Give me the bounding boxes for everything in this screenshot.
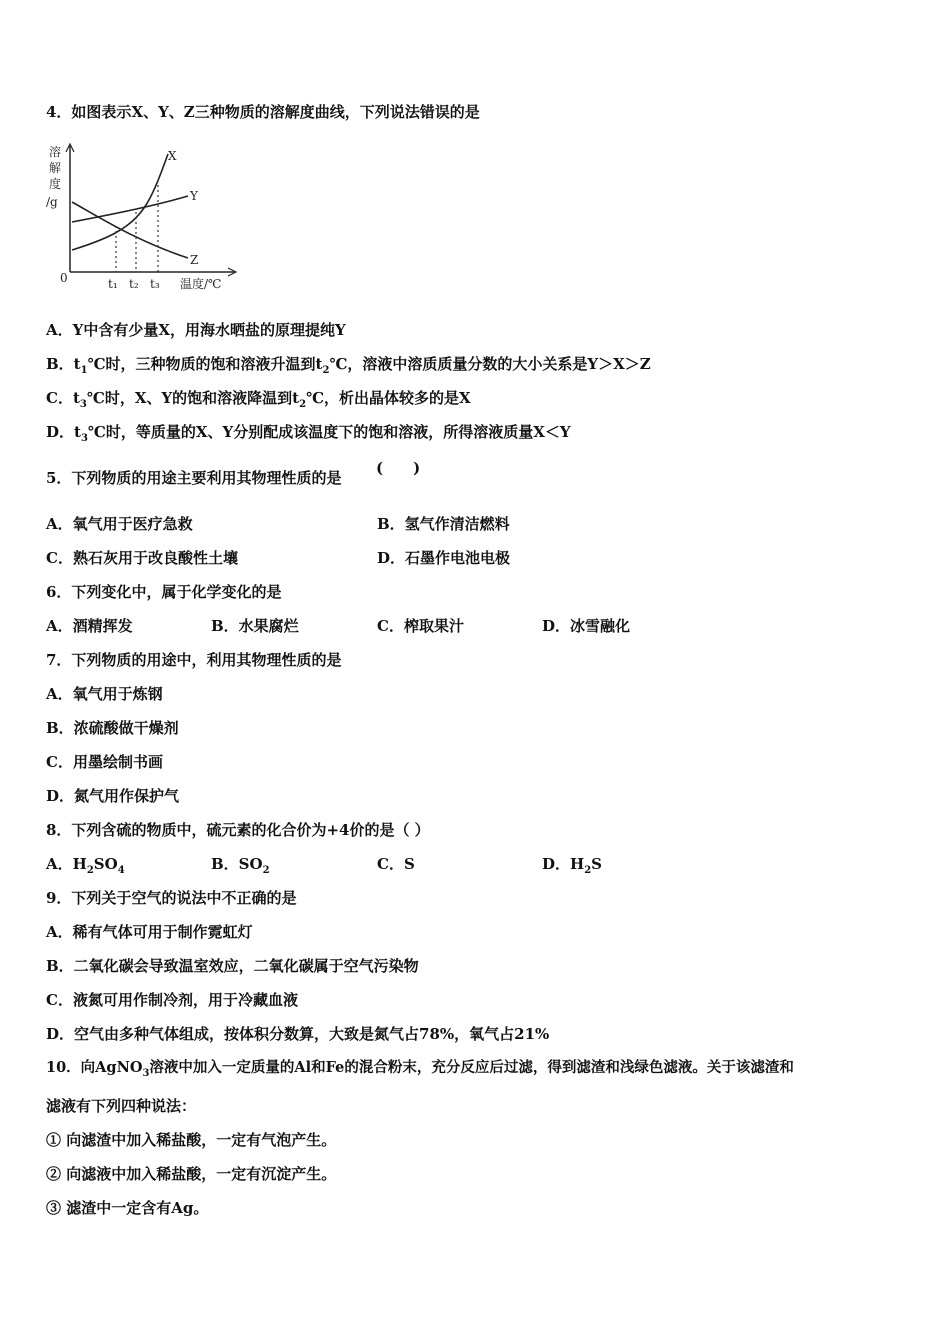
q10-statement-1: ① 向滤渣中加入稀盐酸，一定有气泡产生。 xyxy=(46,1131,337,1149)
q5-option-a: A．氧气用于医疗急救 xyxy=(46,515,193,533)
q10-statement-3: ③ 滤渣中一定含有Ag。 xyxy=(46,1199,209,1217)
tick-t1: t₁ xyxy=(108,277,118,291)
q5-option-c: C．熟石灰用于改良酸性土壤 xyxy=(46,549,238,567)
series-label-x: X xyxy=(168,149,177,163)
q8-option-b: B．$SO_2$ xyxy=(211,855,270,876)
series-label-z: Z xyxy=(190,253,199,267)
q7-option-b: B．浓硫酸做干燥剂 xyxy=(46,719,179,737)
solubility-chart xyxy=(44,140,244,292)
q7-option-a: A．氧气用于炼钢 xyxy=(46,685,163,703)
series-label-y: Y xyxy=(190,189,198,203)
ylabel-char-1: 解 xyxy=(49,161,62,175)
q9-option-b: B．二氧化碳会导致温室效应，二氧化碳属于空气污染物 xyxy=(46,957,419,975)
q5-option-d: D．石墨作电池电极 xyxy=(377,549,511,567)
q9-option-d: D．空气由多种气体组成，按体积分数算，大致是氮气占78%，氧气占21% xyxy=(46,1025,550,1043)
q5-answer-paren: ( ) xyxy=(376,459,421,477)
ylabel-char-3: /g xyxy=(46,195,58,209)
ylabel-char-2: 度 xyxy=(49,177,62,191)
q4-option-d: D．$t_3℃$时，等质量的X、Y分别配成该温度下的饱和溶液，所得溶液质量X＜Y xyxy=(46,423,571,444)
q7-option-c: C．用墨绘制书画 xyxy=(46,753,163,771)
q6-option-b: B．水果腐烂 xyxy=(211,617,299,635)
q10-stem: 10．向AgNO$_3$溶液中加入一定质量的Al和Fe的混合粉末，充分反应后过滤，得到滤渣和浅绿色滤液。关于该滤渣和 xyxy=(46,1059,794,1079)
q4-option-c: C．$t_3℃$时，X、Y的饱和溶液降温到$t_2℃$，析出晶体较多的是X xyxy=(46,389,471,410)
q9-option-a: A．稀有气体可用于制作霓虹灯 xyxy=(46,923,253,941)
ylabel-char-0: 溶 xyxy=(49,145,62,159)
q9-stem: 9．下列关于空气的说法中不正确的是 xyxy=(46,889,297,907)
q4-option-a: A．Y中含有少量X，用海水晒盐的原理提纯Y xyxy=(46,321,346,339)
q8-option-c: C．S xyxy=(377,855,415,873)
q4-stem: 4．如图表示X、Y、Z三种物质的溶解度曲线，下列说法错误的是 xyxy=(46,103,480,121)
q7-stem: 7．下列物质的用途中，利用其物理性质的是 xyxy=(46,651,342,669)
curve-x xyxy=(72,154,168,250)
q10-stem-continued: 滤液有下列四种说法： xyxy=(46,1097,197,1115)
q10-statement-2: ② 向滤液中加入稀盐酸，一定有沉淀产生。 xyxy=(46,1165,337,1183)
q6-option-c: C．榨取果汁 xyxy=(377,617,464,635)
q8-option-a: A．$H_2SO_4$ xyxy=(46,855,125,876)
curve-y xyxy=(72,196,188,222)
tick-t2: t₂ xyxy=(129,277,139,291)
q8-stem: 8．下列含硫的物质中，硫元素的化合价为+4价的是（ ） xyxy=(46,821,430,839)
q8-option-d: D．$H_2S$ xyxy=(542,855,602,876)
tick-t3: t₃ xyxy=(150,277,160,291)
q6-stem: 6．下列变化中，属于化学变化的是 xyxy=(46,583,282,601)
q6-option-d: D．冰雪融化 xyxy=(542,617,631,635)
origin-label: 0 xyxy=(60,271,68,285)
q5-option-b: B．氢气作清洁燃料 xyxy=(377,515,510,533)
q4-option-b: B．$t_1℃$时，三种物质的饱和溶液升温到$t_2℃$，溶液中溶质质量分数的大小关系是Y＞X＞Z xyxy=(46,355,651,376)
q9-option-c: C．液氮可用作制冷剂，用于冷藏血液 xyxy=(46,991,298,1009)
q6-option-a: A．酒精挥发 xyxy=(46,617,133,635)
q7-option-d: D．氮气用作保护气 xyxy=(46,787,180,805)
xlabel: 温度/℃ xyxy=(180,277,222,291)
q5-stem: 5．下列物质的用途主要利用其物理性质的是 xyxy=(46,469,342,487)
